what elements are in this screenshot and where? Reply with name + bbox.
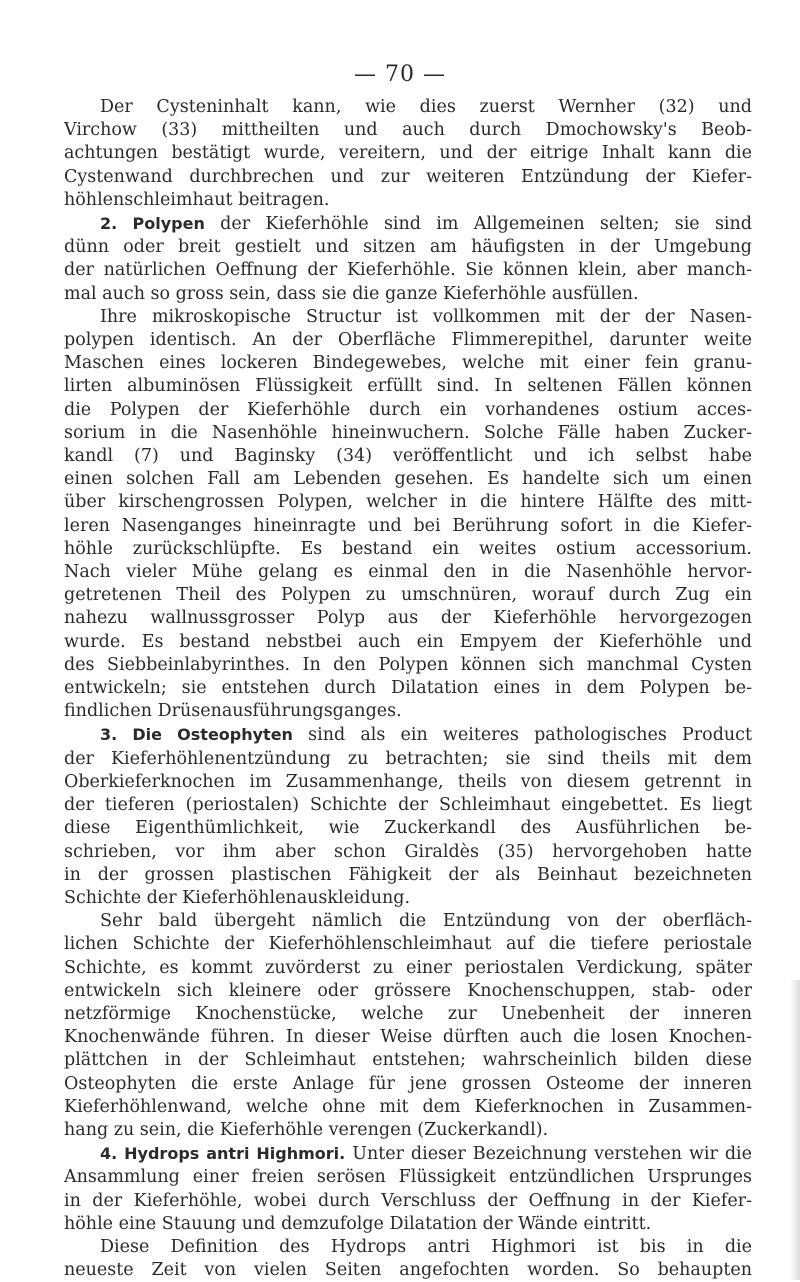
text-line [64,468,752,491]
line-text: der natürlichen Oeffnung der Kieferhöhle. Sie können klein, aber manch- [64,260,752,281]
text-line [64,1190,752,1213]
line-text: polypen identisch. An der Oberfläche Flimmerepithel, darunter weite [64,330,752,351]
text-line [64,119,752,142]
line-text: der tieferen (periostalen) Schichte der Schleimhaut eingebettet. Es liegt [64,795,752,816]
line-text: achtungen bestätigt wurde, vereitern, und der eitrige Inhalt kann die [64,143,752,164]
line-text: höhle eine Stauung und demzufolge Dilatation der Wände eintritt. [64,1213,652,1234]
text-line [64,887,752,910]
text-line [64,142,752,165]
text-line [64,538,752,561]
text-line [64,212,752,236]
text-line [64,607,752,630]
line-text: mal auch so gross sein, dass sie die ganze Kieferhöhle ausfüllen. [64,283,639,304]
text-line [64,980,752,1003]
text-line [64,864,752,887]
text-line [64,700,752,723]
line-text: lichen Schichte der Kieferhöhlenschleimhaut auf die tiefere periostale [64,934,752,955]
text-line [64,422,752,445]
line-text: sorium in die Nasenhöhle hineinwuchern. Solche Fälle haben Zucker- [64,422,752,443]
line-text: entwickeln; sie entstehen durch Dilatation eines in dem Polypen be- [64,678,752,699]
text-line [64,1213,752,1236]
text-line [64,1236,752,1259]
line-text: Ihre mikroskopische Structur ist vollkommen mit der der Nasen- [100,306,752,327]
line-text: Oberkieferknochen im Zusammenhange, theils von diesem getrennt in [64,771,752,792]
line-text: der Kieferhöhlenentzündung zu betrachten; sie sind theils mit dem [64,748,752,769]
text-line [64,561,752,584]
line-text: einen solchen Fall am Lebenden gesehen. Es handelte sich um einen [64,469,752,490]
line-text: höhle zurückschlüpfte. Es bestand ein weites ostium accessorium. [64,538,752,559]
text-line [64,1166,752,1189]
text-line [64,748,752,771]
text-line [64,329,752,352]
line-text: kandl (7) und Baginsky (34) veröffentlicht und ich selbst habe [64,446,752,467]
text-line [64,1073,752,1096]
line-text: dünn oder breit gestielt und sitzen am häufigsten in der Umgebung [64,237,752,258]
page-edge-shadow [790,980,800,1280]
text-line [64,399,752,422]
line-text: höhlenschleimhaut beitragen. [64,189,330,210]
line-text: lirten albuminösen Flüssigkeit erfüllt sind. In seltenen Fällen können [64,376,752,397]
line-text: sind als ein weiteres pathologisches Product [292,725,752,746]
text-line [64,910,752,933]
text-line [64,1003,752,1026]
text-line [64,933,752,956]
line-text: leren Nasenganges hineinragte und bei Berührung sofort in die Kiefer- [64,515,752,536]
text-line [64,631,752,654]
text-line [64,584,752,607]
line-text: Schichte, es kommt zuvörderst zu einer periostalen Verdickung, später [64,957,752,978]
line-text: findlichen Drüsenausführungsganges. [64,701,402,722]
text-line [64,189,752,212]
text-line [64,1049,752,1072]
line-text: Cystenwand durchbrechen und zur weiteren Entzündung der Kiefer- [64,166,752,187]
text-line [64,352,752,375]
line-text: diese Eigenthümlichkeit, wie Zuckerkandl des Ausführlichen be- [64,818,752,839]
text-line [64,236,752,259]
text-line [64,794,752,817]
line-text: in der Kieferhöhle, wobei durch Verschluss der Oeffnung in der Kiefer- [64,1190,752,1211]
line-text: entwickeln sich kleinere oder grössere Knochenschuppen, stab- oder [64,980,752,1001]
text-line [64,1142,752,1166]
document-body [64,96,752,1282]
text-line [64,445,752,468]
line-text: schrieben, vor ihm aber schon Giraldès (35) hervorgehoben hatte [64,841,752,862]
line-text: hang zu sein, die Kieferhöhle verengen (Zuckerkandl). [64,1119,549,1140]
line-text: getretenen Theil des Polypen zu umschnüren, worauf durch Zug ein [64,585,752,606]
line-text: nahezu wallnussgrosser Polyp aus der Kieferhöhle hervorgezogen [64,608,752,629]
text-line [64,96,752,119]
text-line [64,1026,752,1049]
text-line [64,1259,752,1282]
line-text: Unter dieser Bezeichnung verstehen wir die [345,1144,752,1165]
line-text: Der Cysteninhalt kann, wie dies zuerst Wernher (32) und [100,97,752,117]
text-line [64,306,752,329]
text-line [64,841,752,864]
line-text: netzförmige Knochenstücke, welche zur Unebenheit der inneren [64,1003,752,1024]
line-text: Osteophyten die erste Anlage für jene grossen Osteome der inneren [64,1073,752,1094]
text-line [64,1096,752,1119]
line-text: der Kieferhöhle sind im Allgemeinen selten; sie sind [204,214,752,235]
line-text: des Siebbeinlabyrinthes. In den Polypen können sich manchmal Cysten [64,654,752,675]
line-text: neueste Zeit von vielen Seiten angefochten worden. So behaupten [64,1260,752,1281]
text-line [64,957,752,980]
line-text: über kirschengrossen Polypen, welcher in die hintere Hälfte des mitt- [64,492,752,513]
text-line [64,515,752,538]
line-text: Kieferhöhlenwand, welche ohne mit dem Kieferknochen in Zusammen- [64,1096,752,1117]
line-text: Knochenwände führen. In dieser Weise dürften auch die losen Knochen- [64,1027,752,1048]
text-line [64,654,752,677]
text-line [64,677,752,700]
text-line [64,375,752,398]
line-text: Schichte der Kieferhöhlenauskleidung. [64,887,411,908]
text-line [64,771,752,794]
text-line [64,723,752,747]
line-text: Sehr bald übergeht nämlich die Entzündung von der oberfläch- [100,911,752,932]
line-text: Nach vieler Mühe gelang es einmal den in die Nasenhöhle hervor- [64,562,752,583]
page-number: — 70 — [354,62,446,87]
line-text: Ansammlung einer freien serösen Flüssigkeit entzündlichen Ursprunges [64,1167,752,1188]
line-text: Maschen eines lockeren Bindegewebes, welche mit einer fein granu- [64,353,752,374]
line-text: wurde. Es bestand nebstbei auch ein Empyem der Kieferhöhle und [64,631,752,652]
section-heading: 2. Polypen [100,214,205,234]
text-line [64,817,752,840]
text-line [64,491,752,514]
section-heading: 3. Die Osteophyten [100,725,293,745]
text-line [64,166,752,189]
line-text: Diese Definition des Hydrops antri Highmori ist bis in die [100,1236,752,1257]
line-text: die Polypen der Kieferhöhle durch ein vorhandenes ostium acces- [64,399,752,420]
text-line [64,283,752,306]
line-text: in der grossen plastischen Fähigkeit der als Beinhaut bezeichneten [64,864,752,885]
text-line [64,1119,752,1142]
section-heading: 4. Hydrops antri Highmori. [100,1144,346,1164]
line-text: Virchow (33) mittheilten und auch durch Dmochowsky's Beob- [64,120,752,141]
line-text: plättchen in der Schleimhaut entstehen; wahrscheinlich bilden diese [64,1050,752,1071]
text-line [64,259,752,282]
